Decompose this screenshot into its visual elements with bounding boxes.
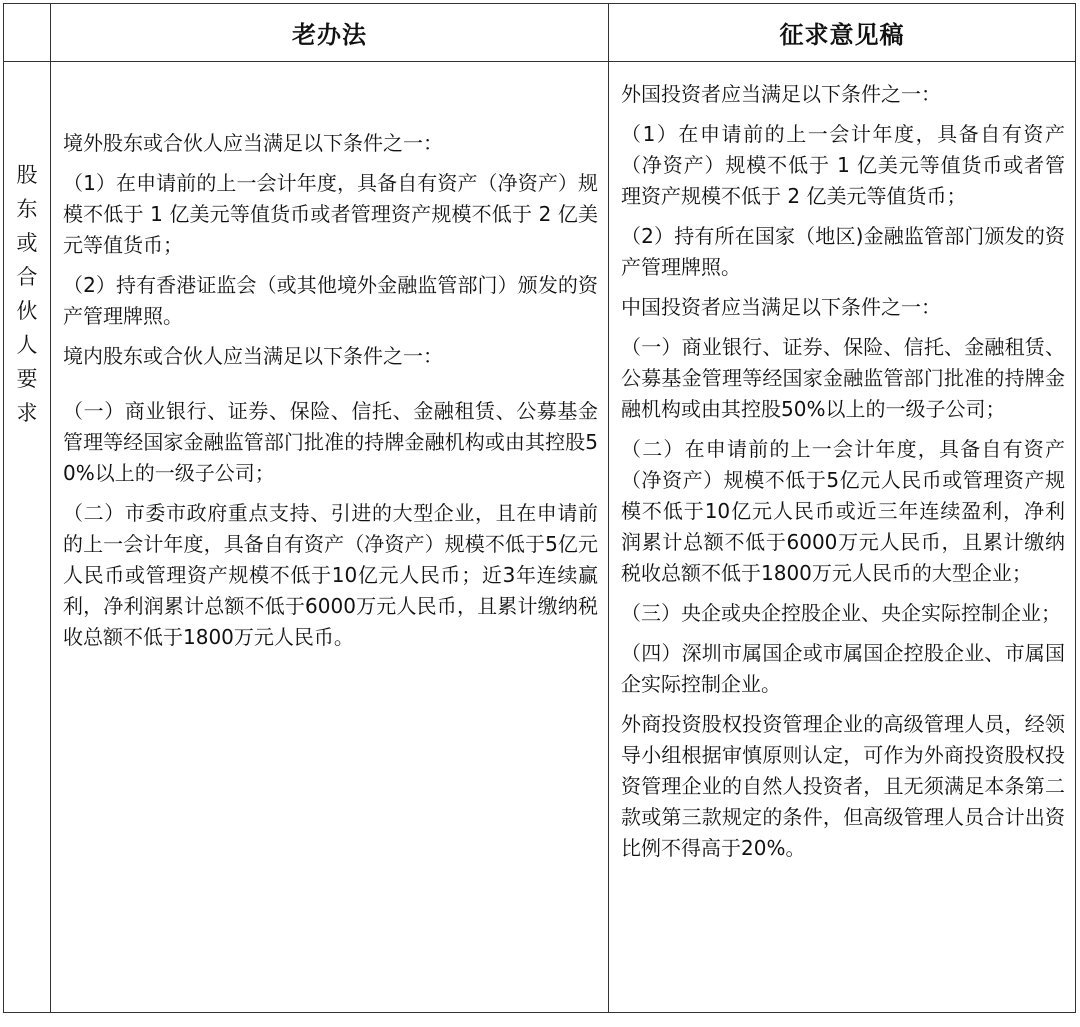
old-paragraph: （2）持有香港证监会（或其他境外金融监管部门）颁发的资产管理牌照。 [63,273,598,328]
row-label-char: 或 [16,231,38,255]
draft-paragraph: （四）深圳市属国企或市属国企控股企业、市属国企实际控制企业。 [621,641,1065,696]
header-draft: 征求意见稿 [609,4,1076,62]
old-paragraph: （二）市委市政府重点支持、引进的大型企业，且在申请前的上一会计年度，具备自有资产（净资产）规模不低于5亿元人民币或管理资产规模不低于10亿元人民币；近3年连续赢利，净利润累计总额不低于6000万元人民币，且累计缴纳税收总额不低于1800万元人民币。 [63,501,598,649]
header-old-method: 老办法 [51,4,609,62]
row-label-cell [4,62,51,1013]
old-method-cell [51,62,609,1013]
row-label-char: 求 [16,401,38,425]
old-paragraph: （一）商业银行、证券、保险、信托、金融租赁、公募基金管理等经国家金融监管部门批准的持牌金融机构或由其控股50%以上的一级子公司； [63,399,598,485]
draft-paragraph: 外国投资者应当满足以下条件之一： [621,82,941,106]
row-label-char: 人 [16,333,38,357]
row-label-char: 东 [16,197,38,221]
row-label-char: 合 [16,265,38,289]
row-label-char: 要 [16,367,38,391]
draft-paragraph: 外商投资股权投资管理企业的高级管理人员，经领导小组根据审慎原则认定，可作为外商投资股权投资管理企业的自然人投资者，且无须满足本条第二款或第三款规定的条件，但高级管理人员合计出资比例不得高于20%。 [621,712,1065,860]
old-paragraph: （1）在申请前的上一会计年度，具备自有资产（净资产）规模不低于 1 亿美元等值货币或者管理资产规模不低于 2 亿美元等值货币； [63,171,598,257]
draft-paragraph: 中国投资者应当满足以下条件之一： [621,295,941,319]
draft-paragraph: （二）在申请前的上一会计年度，具备自有资产（净资产）规模不低于5亿元人民币或管理资产规模不低于10亿元人民币或近三年连续盈利，净利润累计总额不低于6000万元人民币，且累计缴纳税收总额不低于1800万元人民币的大型企业； [621,437,1065,585]
row-label-char: 股 [16,163,38,187]
row-label-char: 伙 [16,299,38,323]
old-paragraph: 境内股东或合伙人应当满足以下条件之一： [63,344,443,368]
draft-paragraph: （1）在申请前的上一会计年度，具备自有资产（净资产）规模不低于 1 亿美元等值货币或者管理资产规模不低于 2 亿美元等值货币； [621,122,1065,208]
draft-cell [609,62,1076,1013]
draft-paragraph: （2）持有所在国家（地区)金融监管部门颁发的资产管理牌照。 [621,224,1065,279]
draft-paragraph: （一）商业银行、证券、保险、信托、金融租赁、公募基金管理等经国家金融监管部门批准的持牌金融机构或由其控股50%以上的一级子公司； [621,335,1065,421]
row-label-vertical-text [15,158,39,430]
comparison-table [3,3,1076,1013]
old-paragraph: 境外股东或合伙人应当满足以下条件之一： [63,131,443,155]
draft-paragraph: （三）央企或央企控股企业、央企实际控制企业； [621,601,1061,625]
header-row [4,4,1076,62]
body-row [4,62,1076,1013]
header-blank-cell [4,4,51,62]
